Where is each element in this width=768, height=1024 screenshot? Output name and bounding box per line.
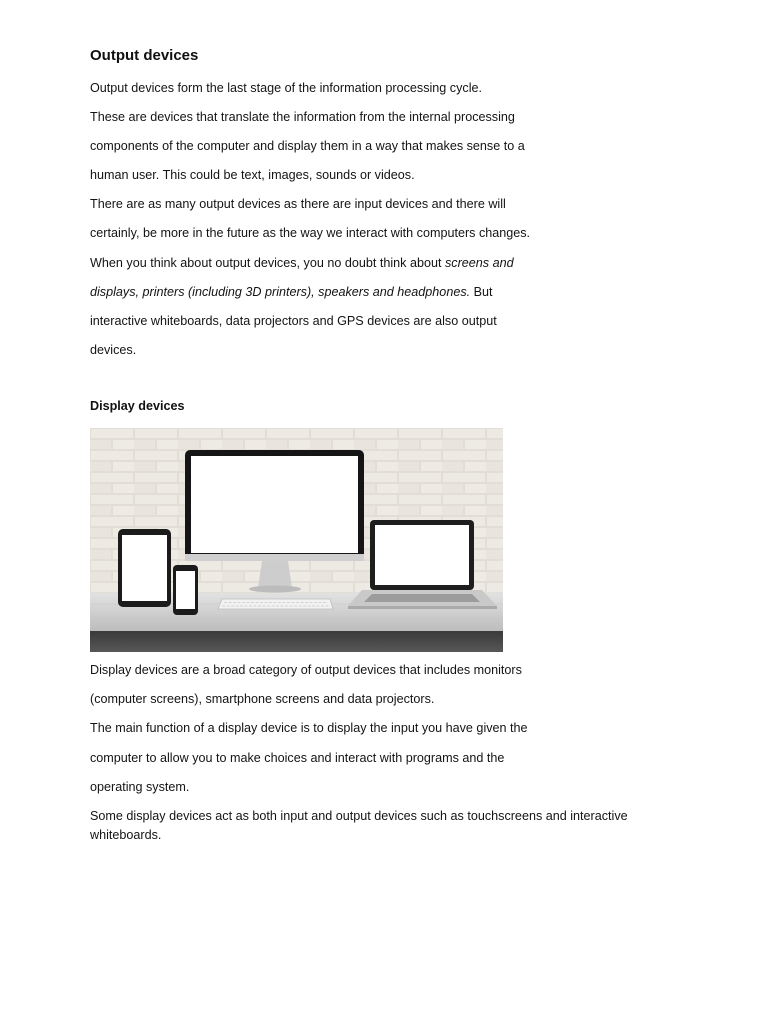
paragraph-line: interactive whiteboards, data projectors and GPS devices are also output	[90, 314, 497, 328]
paragraph-line	[90, 254, 514, 272]
paragraph-line: Output devices form the last stage of the information processing cycle.	[90, 81, 482, 95]
keyboard-icon	[218, 599, 333, 609]
paragraph-line: (computer screens), smartphone screens and data projectors.	[90, 692, 435, 706]
italic-text: screens and	[444, 256, 514, 270]
paragraph-line: Some display devices act as both input and output devices such as touchscreens and interactive	[90, 809, 628, 823]
smartphone-icon	[173, 565, 198, 615]
section-heading: Display devices	[90, 399, 185, 413]
paragraph-line: whiteboards.	[90, 828, 162, 842]
paragraph-line: devices.	[90, 343, 137, 357]
page-title: Output devices	[90, 47, 199, 64]
italic-text: displays, printers (including 3D printers), speakers and headphones.	[90, 285, 471, 299]
display-devices-photo	[90, 428, 503, 652]
paragraph-line: certainly, be more in the future as the way we interact with computers changes.	[90, 226, 531, 240]
paragraph-line: operating system.	[90, 780, 190, 794]
paragraph-text: When you think about output devices, you no doubt think about	[90, 256, 445, 270]
paragraph-line: human user. This could be text, images, sounds or videos.	[90, 168, 415, 182]
paragraph-line: There are as many output devices as there are input devices and there will	[90, 197, 506, 211]
paragraph-line: computer to allow you to make choices and interact with programs and the	[90, 751, 505, 765]
paragraph-text: But	[470, 285, 493, 299]
paragraph-line: The main function of a display device is to display the input you have given the	[90, 721, 528, 735]
paragraph-line	[90, 283, 493, 301]
paragraph-line: Display devices are a broad category of output devices that includes monitors	[90, 663, 522, 677]
paragraph-line: components of the computer and display them in a way that makes sense to a	[90, 139, 525, 153]
paragraph-line: These are devices that translate the information from the internal processing	[90, 110, 515, 124]
tablet-icon	[118, 529, 171, 607]
